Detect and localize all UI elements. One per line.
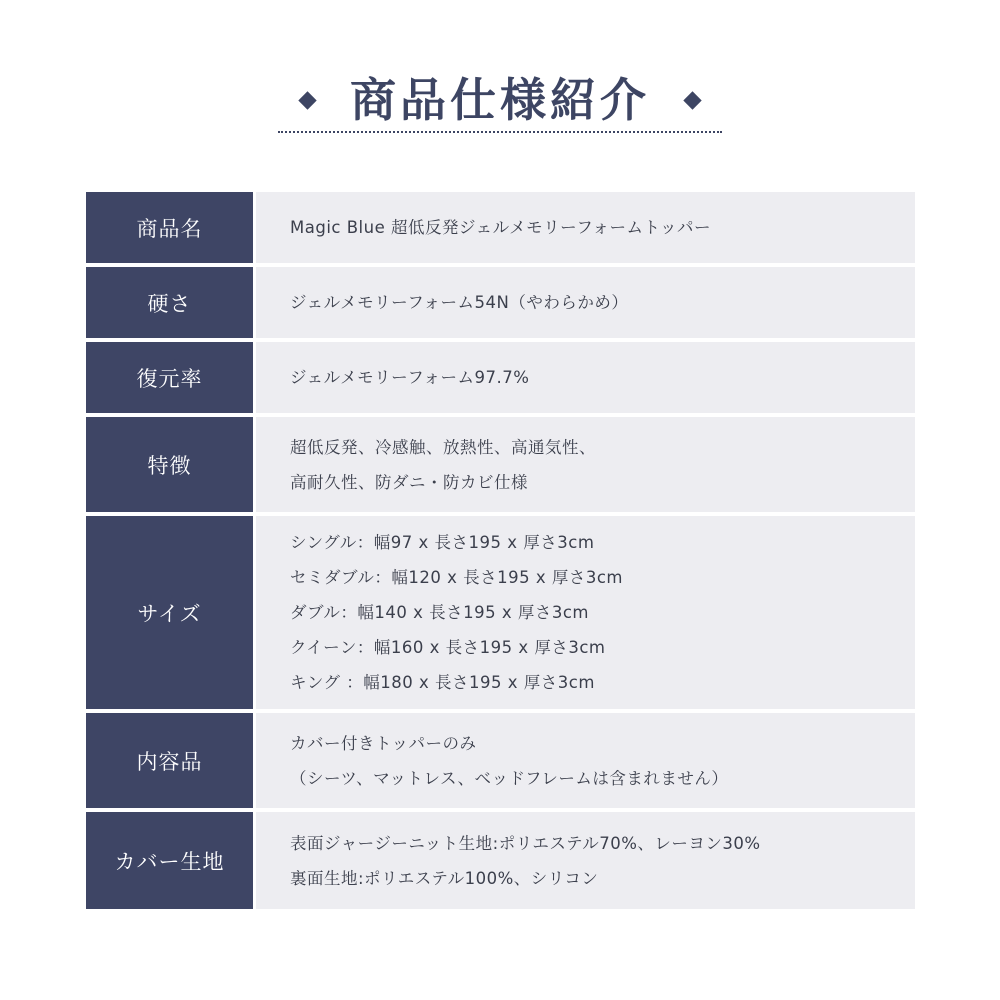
spec-line: カバー付きトッパーのみ	[290, 733, 477, 753]
spec-line: 高耐久性、防ダニ・防カビ仕様	[290, 472, 528, 492]
spec-row-cover-fabric	[86, 812, 915, 909]
spec-row-size	[86, 516, 915, 709]
spec-value	[256, 516, 915, 709]
spec-line: （シーツ、マットレス、ベッドフレームは含まれません）	[290, 768, 729, 788]
spec-line: 表面ジャージーニット生地:ポリエステル70%、レーヨン30%	[290, 833, 761, 853]
spec-line: Magic Blue 超低反発ジェルメモリーフォームトッパー	[290, 218, 712, 237]
spec-line: ジェルメモリーフォーム54N（やわらかめ）	[290, 293, 629, 312]
spec-label: 特徴	[86, 417, 253, 512]
spec-label: 商品名	[86, 192, 253, 263]
title-wrap	[278, 68, 722, 132]
page-title: 商品仕様紹介	[350, 73, 650, 127]
spec-line: 超低反発、冷感触、放熱性、高通気性、	[290, 437, 596, 457]
spec-label: 内容品	[86, 713, 253, 808]
spec-row-product-name	[86, 192, 915, 263]
spec-row-hardness	[86, 267, 915, 338]
diamond-left-icon	[298, 91, 316, 109]
spec-row-features	[86, 417, 915, 512]
spec-value	[256, 342, 915, 413]
spec-line: ジェルメモリーフォーム97.7%	[290, 368, 530, 387]
spec-line: クイーン：幅160 x 長さ195 x 厚さ3cm	[290, 638, 606, 657]
spec-value	[256, 267, 915, 338]
title-underline	[278, 131, 722, 133]
spec-value	[256, 812, 915, 909]
spec-line: 裏面生地:ポリエステル100%、シリコン	[290, 868, 599, 888]
spec-label: サイズ	[86, 516, 253, 709]
spec-value	[256, 192, 915, 263]
spec-label: 硬さ	[86, 267, 253, 338]
spec-table	[86, 192, 915, 909]
spec-row-contents	[86, 713, 915, 808]
spec-value	[256, 713, 915, 808]
spec-line: シングル：幅97 x 長さ195 x 厚さ3cm	[290, 533, 595, 552]
spec-line: キング ：幅180 x 長さ195 x 厚さ3cm	[290, 673, 595, 692]
spec-line: セミダブル：幅120 x 長さ195 x 厚さ3cm	[290, 568, 623, 587]
spec-value	[256, 417, 915, 512]
spec-line: ダブル：幅140 x 長さ195 x 厚さ3cm	[290, 603, 589, 622]
spec-row-recovery-rate	[86, 342, 915, 413]
spec-label: 復元率	[86, 342, 253, 413]
page-header	[0, 68, 1000, 138]
diamond-right-icon	[683, 91, 701, 109]
spec-label: カバー生地	[86, 812, 253, 909]
